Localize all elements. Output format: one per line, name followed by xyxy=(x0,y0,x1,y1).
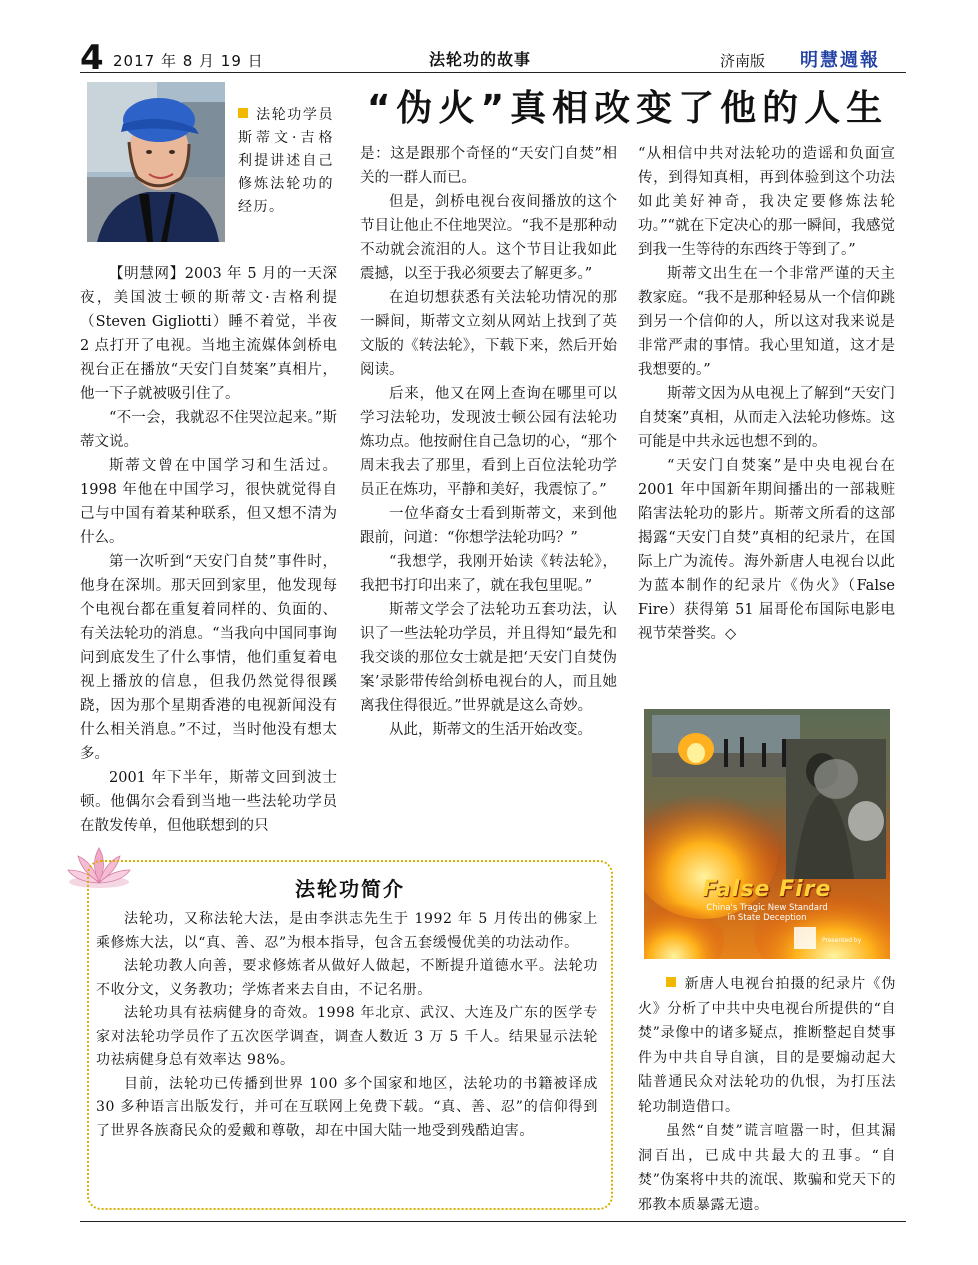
edition-label: 济南版 xyxy=(720,52,766,70)
caption-bullet-icon xyxy=(666,977,676,987)
paragraph: 后来，他又在网上查询在哪里可以学习法轮功，发现波士顿公园有法轮功炼功点。他按耐住自己急切的心，“那个周末我去了那里，看到上百位法轮功学员正在炼功，平静和美好，我震惊了。” xyxy=(360,386,617,498)
paragraph-continued: “从相信中共对法轮功的造谣和负面宣传，到得知真相，再到体验到这个功法如此美好神奇，我决定要修炼法轮功。”“就在下定决心的那一瞬间，我感觉到我一生等待的东西终于等到了。” xyxy=(638,146,895,258)
poster-subtitle-line: China's Tragic New Standard xyxy=(706,903,828,913)
paragraph: 2001 年下半年，斯蒂文回到波士顿。他偶尔会看到当地一些法轮功学员在散发传单，但他联想到的只 xyxy=(80,770,337,834)
paragraph: 斯蒂文因为从电视上了解到“天安门自焚案”真相，从而走入法轮功修炼。这可能是中共永远也想不到的。 xyxy=(638,386,895,450)
poster-caption-body: 虽然“自焚”谎言喧嚣一时，但其漏洞百出，已成中共最大的丑事。“自焚”伪案将中共的流氓、欺骗和党天下的邪教本质暴露无遗。 xyxy=(638,1123,896,1213)
poster-presented-by: Presented by xyxy=(822,937,862,944)
poster-caption-lead-text: 新唐人电视台拍摄的纪录片《伪火》分析了中共中央电视台所提供的“自焚”录像中的诸多疑点，推断整起自焚事件为中共自导自演，目的是要煽动起大陆普通民众对法轮功的仇恨，为打压法轮功制造借口。 xyxy=(638,976,896,1115)
portrait-photo xyxy=(87,82,225,242)
article-column-3 xyxy=(638,142,895,646)
poster-subtitle xyxy=(644,903,890,923)
footer-rule xyxy=(80,1221,906,1222)
portrait-illustration xyxy=(87,82,225,242)
intro-paragraph: 目前，法轮功已传播到世界 100 多个国家和地区，法轮功的书籍被译成 30 多种语言出版发行，并可在互联网上免费下载。“真、善、忍”的信仰得到了世界各族裔民众的爱戴和尊敬，却在中国大陆一地受到残酷迫害。 xyxy=(96,1075,598,1139)
paragraph: 【明慧网】2003 年 5 月的一天深夜，美国波士顿的斯蒂文·吉格利提（Steven Gigliotti）睡不着觉，半夜 2 点打开了电视。当地主流媒体剑桥电视台正在播放“天安门自焚案”真相片，他一下子就被吸引住了。 xyxy=(80,266,337,402)
photo-caption xyxy=(238,104,334,219)
article-column-1 xyxy=(80,262,337,838)
paragraph: “我想学，我刚开始读《转法轮》，我把书打印出来了，就在我包里呢。” xyxy=(360,554,617,594)
paragraph: 第一次听到“天安门自焚”事件时，他身在深圳。那天回到家里，他发现每个电视台都在重复着同样的、负面的、有关法轮功的消息。“当我向中国同事询问到底发生了什么事情，他们重复着电视上播放的信息，但我仍然觉得很蹊跷，因为那个星期香港的电视新闻没有什么相关消息。”不过，当时他没有想太多。 xyxy=(80,554,337,762)
intro-paragraph: 法轮功教人向善，要求修炼者从做好人做起，不断提升道德水平。法轮功不收分文，义务教功；学炼者来去自由，不记名册。 xyxy=(96,958,598,998)
photo-caption-text: 法轮功学员斯蒂文·吉格利提讲述自己修炼法轮功的经历。 xyxy=(238,107,334,215)
poster-caption xyxy=(638,972,896,1217)
paragraph: 斯蒂文学会了法轮功五套功法，认识了一些法轮功学员，并且得知“最先和我交谈的那位女士就是把‘天安门自焚伪案’录影带传给剑桥电视台的人，而且她离我住得很近。”世界就是这么奇妙。 xyxy=(360,602,617,714)
article-column-2 xyxy=(360,142,617,742)
header-rule xyxy=(80,72,906,73)
paragraph: “不一会，我就忍不住哭泣起来。”斯蒂文说。 xyxy=(80,410,337,450)
false-fire-poster xyxy=(644,709,890,959)
paragraph: 从此，斯蒂文的生活开始改变。 xyxy=(389,722,592,738)
caption-bullet-icon xyxy=(238,108,248,118)
poster-subtitle-line: in State Deception xyxy=(727,913,807,923)
paragraph: 斯蒂文曾在中国学习和生活过。1998 年他在中国学习，很快就觉得自己与中国有着某种联系，但又想不清为什么。 xyxy=(80,458,337,546)
intro-box-body xyxy=(96,908,598,1143)
paragraph: “天安门自焚案”是中央电视台在 2001 年中国新年期间播出的一部栽赃陷害法轮功的影片。斯蒂文所看的这部揭露“天安门自焚”真相的纪录片，在国际上广为流传。海外新唐人电视台以此为蓝本制作的纪录片《伪火》（False Fire）获得第 51 届哥伦布国际电影电视节荣誉奖。◇ xyxy=(638,458,895,642)
article-headline: “伪火”真相改变了他的人生 xyxy=(366,88,889,129)
poster-title: False Fire xyxy=(702,877,832,902)
paragraph-continued: 是：这是跟那个奇怪的“天安门自焚”相关的一群人而已。 xyxy=(360,146,617,186)
section-title: 法轮功的故事 xyxy=(428,50,531,69)
intro-box-title: 法轮功简介 xyxy=(295,877,405,901)
paragraph: 斯蒂文出生在一个非常严谨的天主教家庭。“我不是那种轻易从一个信仰跳到另一个信仰的人，所以这对我来说是非常严肃的事情。我心里知道，这才是我想要的。” xyxy=(638,266,895,378)
intro-paragraph: 法轮功具有祛病健身的奇效。1998 年北京、武汉、大连及广东的医学专家对法轮功学员作了五次医学调查，调查人数近 3 万 5 千人。结果显示法轮功祛病健身总有效率达 98%。 xyxy=(96,1005,598,1068)
issue-date: 2017 年 8 月 19 日 xyxy=(113,52,264,70)
paragraph: 但是，剑桥电视台夜间播放的这个节目让他止不住地哭泣。“我不是那种动不动就会流泪的人。这个节目让我如此震撼，以至于我必须要去了解更多。” xyxy=(360,194,617,282)
masthead-logo: 明慧週報 xyxy=(800,50,880,71)
page-number: 4 xyxy=(80,38,104,78)
paragraph: 在迫切想获悉有关法轮功情况的那一瞬间，斯蒂文立刻从网站上找到了英文版的《转法轮》，下载下来，然后开始阅读。 xyxy=(360,290,617,378)
poster-caption-lead xyxy=(638,972,896,1119)
intro-paragraph: 法轮功，又称法轮大法，是由李洪志先生于 1992 年 5 月传出的佛家上乘修炼大法，以“真、善、忍”为根本指导，包含五套缓慢优美的功法动作。 xyxy=(96,911,598,951)
paragraph: 一位华裔女士看到斯蒂文，来到他跟前，问道：“你想学法轮功吗？” xyxy=(360,506,617,546)
